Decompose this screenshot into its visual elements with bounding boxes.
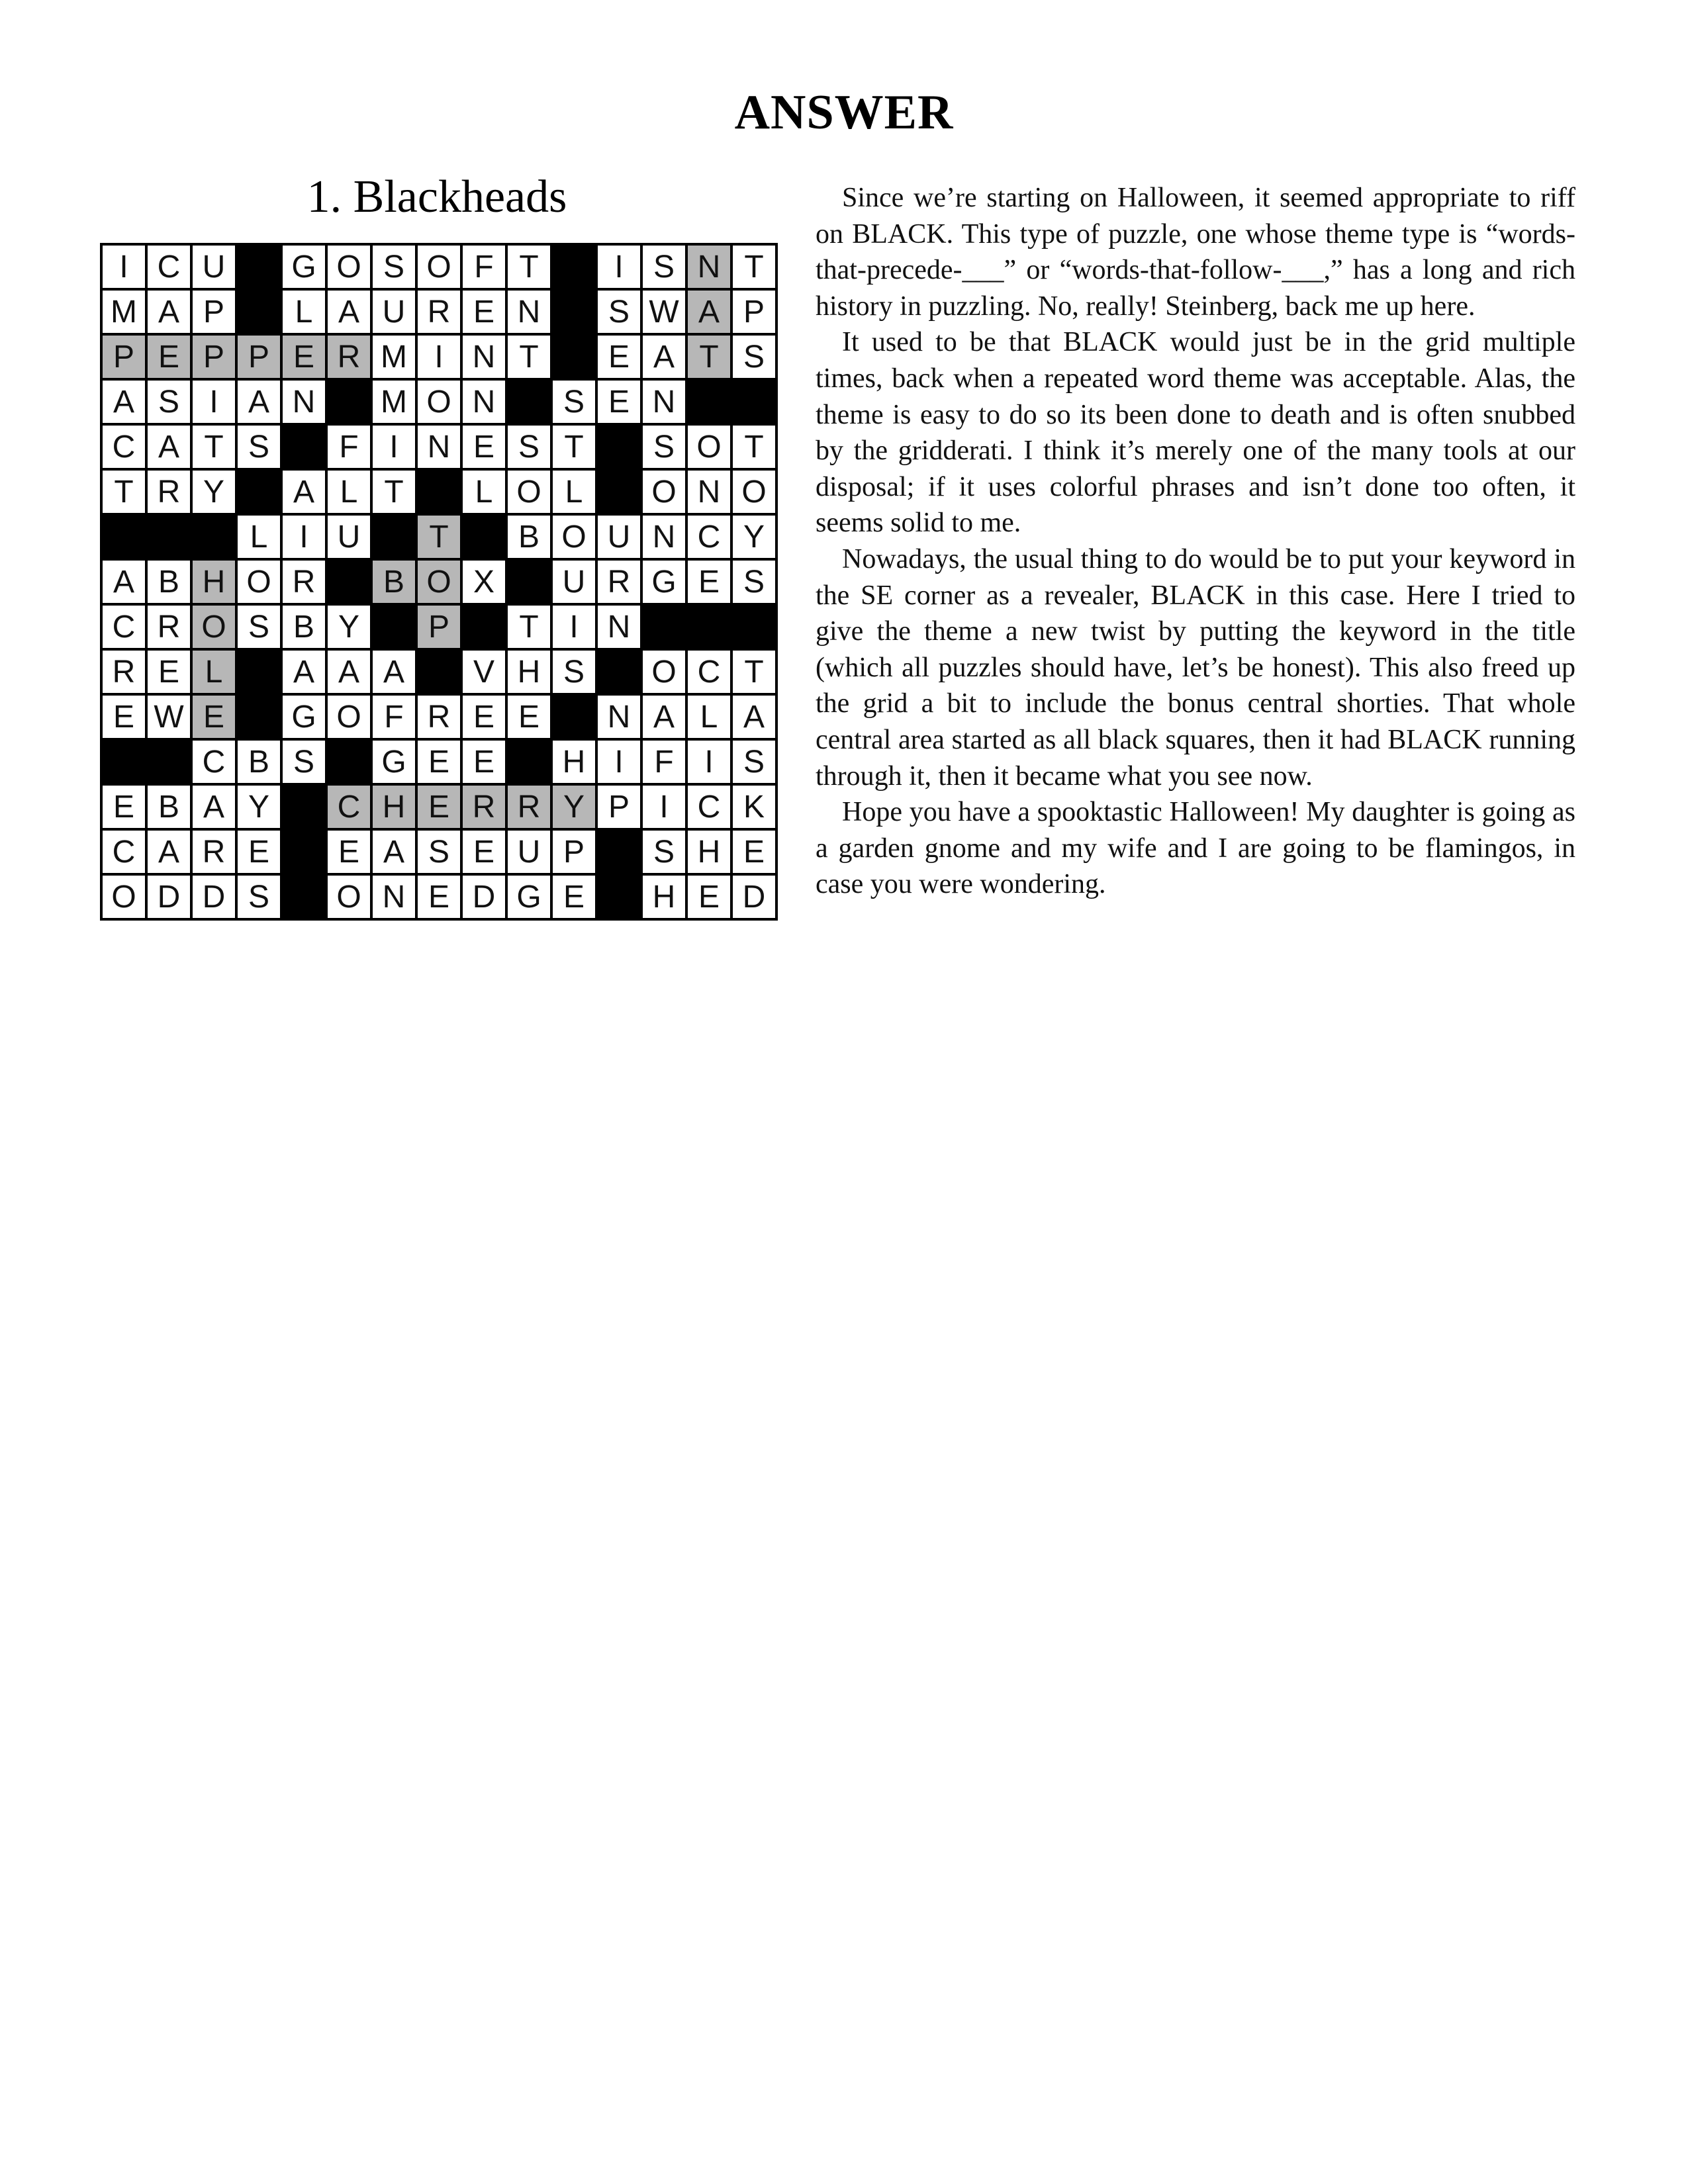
grid-cell: T	[373, 471, 418, 516]
grid-cell: S	[733, 561, 778, 606]
grid-cell: I	[688, 741, 733, 786]
grid-cell: N	[463, 381, 508, 426]
essay-paragraph: Nowadays, the usual thing to do would be to put your keyword in the SE corner as a revealer, BLACK in this case. Here I tried to give the theme a new twist by putting the keyword in the title (which all puzzles should have, let’s be honest). This also freed up the grid a bit to include the bonus central shorties. That whole central area started as all black squares, then it had BLACK running through it, then it became what you see now.	[816, 543, 1575, 792]
grid-cell: N	[598, 606, 643, 651]
black-square	[148, 516, 193, 561]
grid-cell: T	[508, 606, 553, 651]
grid-cell: E	[418, 876, 463, 921]
grid-cell: S	[238, 426, 283, 471]
black-square	[733, 381, 778, 426]
grid-cell: L	[283, 291, 328, 336]
black-square	[103, 741, 148, 786]
grid-cell: N	[283, 381, 328, 426]
grid-cell: E	[418, 741, 463, 786]
grid-cell: E	[463, 291, 508, 336]
black-square	[283, 876, 328, 921]
black-square	[553, 246, 598, 291]
grid-cell: R	[148, 471, 193, 516]
grid-cell: L	[328, 471, 373, 516]
grid-cell: R	[418, 291, 463, 336]
grid-cell: C	[688, 651, 733, 696]
grid-cell: P	[238, 336, 283, 381]
grid-cell: S	[418, 831, 463, 876]
grid-cell: O	[553, 516, 598, 561]
grid-cell: O	[643, 651, 688, 696]
grid-cell: T	[103, 471, 148, 516]
black-square	[238, 291, 283, 336]
grid-cell: R	[418, 696, 463, 741]
grid-cell: R	[463, 786, 508, 831]
grid-cell: U	[328, 516, 373, 561]
essay-paragraph: It used to be that BLACK would just be in the grid multiple times, back when a repeated word theme was acceptable. Alas, the theme is easy to do so its been done to death and is often snubbed by the gridderati. I think it’s merely one of the many tools at our disposal; if it uses colorful phrases and isn’t done too often, it seems solid to me.	[816, 327, 1575, 539]
grid-cell: O	[193, 606, 238, 651]
grid-cell: N	[643, 516, 688, 561]
black-square	[463, 606, 508, 651]
grid-cell: L	[193, 651, 238, 696]
black-square	[238, 696, 283, 741]
grid-cell: C	[328, 786, 373, 831]
grid-cell: C	[688, 516, 733, 561]
black-square	[598, 471, 643, 516]
grid-cell: N	[373, 876, 418, 921]
black-square	[733, 606, 778, 651]
grid-cell: T	[508, 336, 553, 381]
grid-cell: G	[508, 876, 553, 921]
grid-cell: C	[193, 741, 238, 786]
grid-cell: S	[553, 651, 598, 696]
grid-cell: R	[148, 606, 193, 651]
black-square	[328, 561, 373, 606]
black-square	[328, 381, 373, 426]
grid-cell: S	[598, 291, 643, 336]
grid-cell: G	[643, 561, 688, 606]
grid-cell: A	[328, 291, 373, 336]
grid-cell: A	[283, 651, 328, 696]
grid-cell: C	[103, 606, 148, 651]
grid-cell: N	[508, 291, 553, 336]
crossword-grid	[100, 243, 778, 921]
grid-cell: N	[463, 336, 508, 381]
grid-cell: L	[688, 696, 733, 741]
essay-paragraph: Since we’re starting on Halloween, it seemed appropriate to riff on BLACK. This type of puzzle, one whose theme type is “words-that-precede-___” or “words-that-follow-___,” has a long and rich history in puzzling. No, really! Steinberg, back me up here.	[816, 183, 1575, 322]
grid-cell: I	[373, 426, 418, 471]
black-square	[328, 741, 373, 786]
grid-cell: L	[553, 471, 598, 516]
grid-cell: A	[643, 336, 688, 381]
grid-cell: O	[643, 471, 688, 516]
grid-cell: E	[418, 786, 463, 831]
grid-cell: V	[463, 651, 508, 696]
grid-cell: T	[553, 426, 598, 471]
grid-cell: T	[508, 246, 553, 291]
grid-cell: P	[193, 336, 238, 381]
grid-cell: A	[103, 381, 148, 426]
grid-cell: W	[148, 696, 193, 741]
grid-cell: O	[103, 876, 148, 921]
grid-cell: O	[238, 561, 283, 606]
grid-cell: E	[508, 696, 553, 741]
grid-cell: A	[328, 651, 373, 696]
grid-cell: I	[643, 786, 688, 831]
black-square	[643, 606, 688, 651]
grid-cell: N	[688, 246, 733, 291]
grid-cell: R	[283, 561, 328, 606]
grid-cell: H	[193, 561, 238, 606]
grid-cell: O	[688, 426, 733, 471]
grid-cell: W	[643, 291, 688, 336]
grid-cell: C	[103, 831, 148, 876]
black-square	[598, 876, 643, 921]
grid-cell: S	[643, 831, 688, 876]
grid-cell: E	[463, 741, 508, 786]
grid-cell: B	[508, 516, 553, 561]
grid-cell: S	[238, 606, 283, 651]
grid-cell: O	[328, 696, 373, 741]
grid-cell: S	[733, 741, 778, 786]
grid-cell: E	[193, 696, 238, 741]
black-square	[508, 381, 553, 426]
grid-cell: E	[553, 876, 598, 921]
grid-cell: H	[553, 741, 598, 786]
grid-cell: E	[148, 651, 193, 696]
grid-cell: A	[148, 291, 193, 336]
grid-cell: O	[733, 471, 778, 516]
grid-cell: B	[148, 786, 193, 831]
grid-cell: S	[553, 381, 598, 426]
grid-cell: F	[463, 246, 508, 291]
grid-cell: H	[373, 786, 418, 831]
grid-cell: N	[418, 426, 463, 471]
grid-cell: O	[508, 471, 553, 516]
grid-cell: A	[238, 381, 283, 426]
black-square	[598, 831, 643, 876]
grid-cell: B	[148, 561, 193, 606]
black-square	[193, 516, 238, 561]
grid-cell: T	[193, 426, 238, 471]
grid-cell: E	[733, 831, 778, 876]
grid-cell: D	[463, 876, 508, 921]
grid-cell: S	[148, 381, 193, 426]
grid-cell: Y	[328, 606, 373, 651]
grid-cell: R	[193, 831, 238, 876]
grid-cell: D	[193, 876, 238, 921]
grid-cell: A	[103, 561, 148, 606]
grid-cell: O	[418, 381, 463, 426]
grid-cell: A	[193, 786, 238, 831]
black-square	[688, 381, 733, 426]
grid-cell: D	[148, 876, 193, 921]
black-square	[463, 516, 508, 561]
black-square	[373, 516, 418, 561]
grid-cell: R	[598, 561, 643, 606]
grid-cell: P	[418, 606, 463, 651]
black-square	[418, 471, 463, 516]
black-square	[283, 831, 328, 876]
grid-cell: B	[373, 561, 418, 606]
black-square	[238, 471, 283, 516]
grid-cell: A	[148, 426, 193, 471]
black-square	[553, 336, 598, 381]
grid-cell: E	[463, 426, 508, 471]
grid-cell: N	[643, 381, 688, 426]
grid-cell: O	[328, 246, 373, 291]
grid-cell: I	[193, 381, 238, 426]
grid-cell: I	[553, 606, 598, 651]
black-square	[553, 291, 598, 336]
grid-cell: I	[103, 246, 148, 291]
grid-cell: N	[688, 471, 733, 516]
grid-cell: E	[598, 336, 643, 381]
grid-cell: E	[463, 696, 508, 741]
grid-cell: T	[733, 426, 778, 471]
essay	[816, 180, 1575, 903]
black-square	[508, 741, 553, 786]
page-title: ANSWER	[734, 85, 954, 140]
grid-cell: A	[148, 831, 193, 876]
grid-cell: O	[328, 876, 373, 921]
grid-cell: E	[463, 831, 508, 876]
grid-cell: P	[553, 831, 598, 876]
grid-cell: B	[283, 606, 328, 651]
black-square	[508, 561, 553, 606]
black-square	[238, 651, 283, 696]
grid-cell: R	[328, 336, 373, 381]
grid-cell: E	[103, 696, 148, 741]
black-square	[553, 696, 598, 741]
black-square	[283, 426, 328, 471]
grid-cell: T	[733, 246, 778, 291]
black-square	[148, 741, 193, 786]
grid-cell: E	[103, 786, 148, 831]
grid-cell: L	[463, 471, 508, 516]
grid-cell: Y	[733, 516, 778, 561]
grid-cell: I	[418, 336, 463, 381]
grid-cell: M	[103, 291, 148, 336]
grid-cell: A	[688, 291, 733, 336]
grid-cell: I	[598, 246, 643, 291]
grid-cell: S	[508, 426, 553, 471]
grid-cell: S	[283, 741, 328, 786]
grid-cell: U	[193, 246, 238, 291]
black-square	[103, 516, 148, 561]
grid-cell: A	[283, 471, 328, 516]
grid-cell: K	[733, 786, 778, 831]
black-square	[373, 606, 418, 651]
grid-cell: I	[283, 516, 328, 561]
grid-cell: Y	[193, 471, 238, 516]
grid-cell: S	[733, 336, 778, 381]
grid-cell: S	[373, 246, 418, 291]
grid-cell: E	[238, 831, 283, 876]
grid-cell: G	[283, 696, 328, 741]
grid-cell: A	[373, 831, 418, 876]
grid-cell: I	[598, 741, 643, 786]
grid-cell: F	[328, 426, 373, 471]
grid-cell: L	[238, 516, 283, 561]
grid-cell: D	[733, 876, 778, 921]
grid-cell: O	[418, 561, 463, 606]
grid-cell: U	[553, 561, 598, 606]
grid-cell: S	[643, 426, 688, 471]
black-square	[598, 651, 643, 696]
grid-cell: P	[193, 291, 238, 336]
grid-cell: E	[688, 561, 733, 606]
grid-cell: C	[688, 786, 733, 831]
grid-cell: E	[688, 876, 733, 921]
grid-cell: N	[598, 696, 643, 741]
grid-cell: G	[283, 246, 328, 291]
grid-cell: T	[688, 336, 733, 381]
grid-cell: U	[598, 516, 643, 561]
grid-cell: U	[373, 291, 418, 336]
grid-cell: E	[598, 381, 643, 426]
grid-cell: C	[103, 426, 148, 471]
puzzle-title: 1. Blackheads	[306, 171, 567, 222]
grid-cell: F	[373, 696, 418, 741]
grid-cell: H	[508, 651, 553, 696]
grid-cell: C	[148, 246, 193, 291]
grid-cell: O	[418, 246, 463, 291]
black-square	[418, 651, 463, 696]
grid-cell: E	[148, 336, 193, 381]
grid-cell: T	[418, 516, 463, 561]
grid-cell: R	[508, 786, 553, 831]
grid-cell: M	[373, 336, 418, 381]
essay-paragraph: Hope you have a spooktastic Halloween! My daughter is going as a garden gnome and my wife and I are going to be flamingos, in case you were wondering.	[816, 797, 1575, 900]
grid-cell: A	[733, 696, 778, 741]
grid-cell: E	[283, 336, 328, 381]
grid-cell: U	[508, 831, 553, 876]
grid-cell: H	[643, 876, 688, 921]
grid-cell: A	[643, 696, 688, 741]
grid-cell: S	[238, 876, 283, 921]
black-square	[598, 426, 643, 471]
grid-cell: E	[328, 831, 373, 876]
grid-cell: P	[598, 786, 643, 831]
grid-cell: T	[733, 651, 778, 696]
grid-cell: M	[373, 381, 418, 426]
black-square	[283, 786, 328, 831]
grid-cell: Y	[553, 786, 598, 831]
grid-cell: F	[643, 741, 688, 786]
black-square	[238, 246, 283, 291]
grid-cell: B	[238, 741, 283, 786]
grid-cell: G	[373, 741, 418, 786]
grid-cell: S	[643, 246, 688, 291]
black-square	[688, 606, 733, 651]
grid-cell: R	[103, 651, 148, 696]
grid-cell: Y	[238, 786, 283, 831]
grid-cell: H	[688, 831, 733, 876]
grid-cell: A	[373, 651, 418, 696]
grid-cell: P	[103, 336, 148, 381]
grid-cell: P	[733, 291, 778, 336]
grid-cell: X	[463, 561, 508, 606]
